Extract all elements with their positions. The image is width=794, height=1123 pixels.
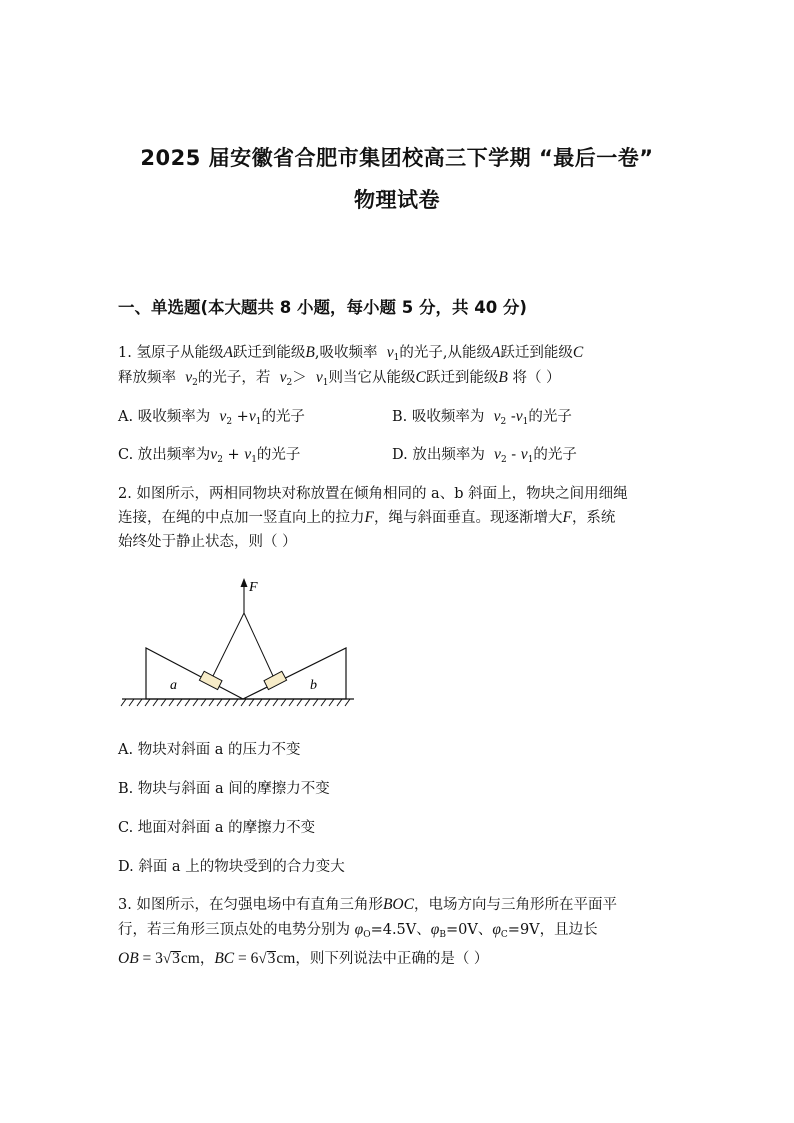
block-b [264,671,287,689]
q1-sub: 2 [217,455,223,465]
q3-phi: φ [354,921,364,938]
q2-text: 连接，在绳的中点加一竖直向上的拉力 [118,510,365,526]
q2-text: ，系统 [571,510,616,526]
q1-option-c[interactable] [118,443,300,465]
q2-line2 [118,506,615,527]
q1-var: C [415,369,426,386]
q1-nu: ν [315,369,323,386]
q3-text: ，电场方向与三角形所在平面平 [413,897,617,913]
doc-title-line2: 物理试卷 [354,188,440,212]
q2-figure [118,572,358,712]
q3-sub: B [439,930,446,940]
q1-nu: ν [493,408,501,425]
q1-text: 的光子，若 [197,370,271,386]
q3-line3 [118,947,488,968]
q3-text: =9V，且边长 [507,922,598,938]
q3-text: ，则下列说法中正确的是（ ） [295,951,489,967]
q1-var: B [305,344,315,361]
q1-text: 的光子,从能级 [399,345,491,361]
q1-nu: ν [185,369,193,386]
q1-options-row1 [118,405,305,427]
q1-text: 1. 氢原子从能级 [118,345,224,361]
opt-text: 的光子 [256,447,301,463]
q1-text: 释放频率 [118,370,176,386]
q1-text: 跃迁到能级 [425,370,499,386]
opt-text: 的光子 [533,447,577,463]
q3-phi: φ [492,921,501,938]
q1-sub: 2 [286,378,293,388]
q3-text: =0V、 [445,922,493,938]
q1-nu: ν [219,408,227,425]
q1-var: A [490,344,501,361]
q2-text: ，绳与斜面垂直。现逐渐增大 [373,510,563,526]
q1-option-a[interactable] [118,409,305,425]
q3-var: BC [214,950,235,967]
opt-text: D. 放出频率为 [392,447,485,463]
q1-nu: ν [279,369,287,386]
q3-sqrt: 3 [267,950,276,967]
incline-a [146,648,243,699]
q1-sub: 2 [500,455,507,465]
q2-option-b[interactable]: B. 物块与斜面 a 间的摩擦力不变 [118,781,330,797]
q1-sub: 1 [251,455,257,465]
q1-nu: ν [494,446,501,463]
q3-unit: cm [180,950,200,967]
label-b: b [310,678,317,693]
q1-sub: 1 [322,378,329,388]
q3-text: 行，若三角形三顶点处的电势分别为 [118,922,350,938]
doc-title-line1: 2025 届安徽省合肥市集团校高三下学期 “最后一卷” [140,146,654,170]
q1-sub: 1 [522,417,529,427]
q3-var: OB [118,950,139,967]
q1-sub: 1 [393,353,400,363]
opt-text: C. 放出频率为 [118,447,211,463]
ground-hatch [121,699,350,706]
q3-phi: φ [430,921,440,938]
arrow-head [241,578,248,587]
opt-text: - [506,409,516,425]
q2-var: F [364,509,374,526]
q3-line1 [118,893,617,914]
q1-option-b[interactable] [392,405,572,427]
q1-nu: ν [210,446,218,463]
q3-text: 3. 如图所示，在匀强电场中有直角三角形 [118,897,383,913]
q3-formula-ob: OB = 3√3cm [118,950,200,967]
opt-text: + [232,409,249,425]
q2-option-d[interactable]: D. 斜面 a 上的物块受到的合力变大 [118,859,345,875]
q1-sub: 2 [226,417,233,427]
q3-sub: O [363,930,371,940]
q2-line1: 2. 如图所示，两相同物块对称放置在倾角相同的 a、b 斜面上，物块之间用细绳 [118,486,628,502]
q1-option-d[interactable] [392,443,577,465]
q3-text: =4.5V、 [370,922,431,938]
q3-sub: C [500,930,508,940]
q2-option-a[interactable]: A. 物块对斜面 a 的压力不变 [118,742,301,758]
q1-sub: 1 [527,455,534,465]
q2-var: F [562,509,572,526]
q3-var: BOC [382,896,414,913]
opt-text: - [506,447,521,463]
q2-line3: 始终处于静止状态，则（ ） [118,534,297,550]
q1-nu: ν [515,408,523,425]
q1-var: C [572,344,584,361]
q1-var: A [223,344,233,361]
incline-b [243,648,346,699]
q3-formula-bc: BC = 6√3cm [214,950,296,967]
label-a: a [170,678,177,693]
q1-text: 则当它从能级 [328,370,416,386]
q1-nu: ν [244,446,252,463]
q3-sqrt: 3 [172,950,180,967]
q1-text: 跃迁到能级 [232,345,306,361]
q1-nu: ν [386,344,394,361]
q1-sub: 2 [192,378,198,388]
q3-eq: = 3 [138,950,163,967]
opt-text: 的光子 [261,409,305,425]
q3-text: ， [199,951,215,967]
q1-text: 将（ ） [512,370,561,386]
q1-sub: 1 [255,417,262,427]
section-heading: 一、单选题(本大题共 8 小题，每小题 5 分，共 40 分) [118,298,527,317]
opt-text: A. 吸收频率为 [118,409,211,425]
q3-unit: cm [276,950,296,967]
q1-nu: ν [520,446,528,463]
q1-line2 [118,366,561,388]
q1-text: ,吸收频率 [314,345,378,361]
q1-sub: 2 [500,417,507,427]
q1-text: 跃迁到能级 [500,345,573,361]
force-label: F [249,580,258,595]
rope-left [213,613,244,676]
q1-var: B [498,369,508,386]
q1-gt: ＞ [292,370,307,386]
q1-line1 [118,341,583,363]
rope-right [244,613,273,676]
opt-text: 的光子 [528,409,572,425]
opt-text: B. 吸收频率为 [392,409,485,425]
q3-eq: = 6 [234,950,259,967]
q1-nu: ν [248,408,256,425]
q3-line2 [118,918,598,940]
q2-option-c[interactable]: C. 地面对斜面 a 的摩擦力不变 [118,820,316,836]
block-a [199,671,222,689]
opt-text: + [222,447,245,463]
